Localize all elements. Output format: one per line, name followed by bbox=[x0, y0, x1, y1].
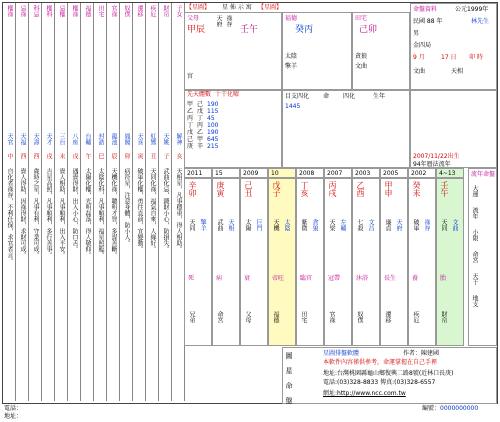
palace-star: 廉貞 bbox=[384, 219, 391, 231]
right-item: 天干 bbox=[471, 273, 478, 285]
left-column-mid: 天壽 bbox=[32, 133, 39, 145]
table-cell: 丁 bbox=[187, 122, 194, 129]
bottom-palace bbox=[212, 178, 240, 346]
year-cell bbox=[268, 168, 296, 178]
left-column-text: 天同化祿，福氣自來，人緣好。 bbox=[149, 168, 156, 252]
stars-table-rows bbox=[185, 101, 220, 150]
date-label: 2007/11/22出生 bbox=[413, 153, 460, 160]
palace-star: 武曲 bbox=[216, 219, 223, 231]
palace-sub: 遷移 bbox=[384, 311, 391, 323]
table-cell: 戊 bbox=[197, 108, 204, 115]
palace-name: 福德 bbox=[285, 15, 298, 22]
bottom-palace bbox=[268, 178, 296, 346]
table-cell: 丙 bbox=[187, 115, 194, 122]
life-master: 文曲 bbox=[413, 68, 426, 75]
year-cell bbox=[380, 168, 408, 178]
palace-star: 破軍 bbox=[412, 219, 419, 231]
shop-phone: 電話:(03)328-8833 傳真:(03)328-6557 bbox=[323, 379, 436, 386]
date-box bbox=[410, 90, 497, 168]
left-column bbox=[16, 3, 29, 401]
birth-bureau: 金四局 bbox=[413, 42, 432, 49]
table-cell: 乙 bbox=[197, 129, 204, 136]
palace-stem: 己卯 bbox=[359, 25, 378, 35]
summary-b: 1445 bbox=[285, 103, 301, 110]
left-column-text: 貴人得助，因祿得財，求財可成。 bbox=[19, 168, 26, 258]
left-column-mid: 龍池 bbox=[110, 133, 117, 145]
table-row bbox=[185, 108, 220, 115]
palace-ganzhi: 己丑 bbox=[244, 181, 253, 197]
left-column-low: 丑 bbox=[149, 153, 156, 159]
footer bbox=[2, 405, 498, 422]
year-cell bbox=[184, 168, 212, 178]
palace-star: 天府 bbox=[215, 15, 222, 27]
left-column-low: 西 bbox=[19, 153, 26, 159]
year-label: 4~13 bbox=[439, 170, 456, 177]
palace-phase: 沐浴 bbox=[356, 275, 369, 282]
upper-mid-palace bbox=[282, 12, 352, 90]
table-cell: 丙 bbox=[197, 122, 204, 129]
palace-star: 天府 bbox=[395, 219, 402, 231]
palace-phase: 養 bbox=[412, 275, 419, 282]
table-cell: 甲 bbox=[197, 136, 204, 143]
left-column-mid: 三台 bbox=[58, 133, 65, 145]
palace-star: 太陽 bbox=[244, 219, 251, 231]
palace-stem: 癸丙 bbox=[295, 25, 314, 35]
table-row bbox=[185, 136, 220, 143]
palace-name: 父母 bbox=[187, 15, 200, 22]
footer-phone-label: 電話： bbox=[4, 405, 23, 412]
year-cell bbox=[324, 168, 352, 178]
palace-phase: 胎 bbox=[440, 275, 447, 282]
left-column-mid: 天才 bbox=[45, 133, 52, 145]
palace-star: 祿存 bbox=[225, 15, 232, 27]
table-cell: 645 bbox=[207, 136, 219, 143]
shop-author: 作者：陳建國 bbox=[403, 350, 440, 357]
left-column-text: 天相星，凡事穩重，得人相助。 bbox=[175, 168, 182, 252]
year-label: 2009 bbox=[243, 170, 259, 177]
year-cell bbox=[408, 168, 436, 178]
left-column-top: 子女 bbox=[175, 5, 182, 17]
summary-e: 生年 bbox=[373, 93, 386, 100]
table-row bbox=[185, 143, 220, 150]
left-column-top: 福德 bbox=[84, 5, 91, 17]
summary-a: 目支四化 bbox=[285, 93, 310, 100]
palace-phase: 死 bbox=[188, 275, 195, 282]
palace-phase: 長生 bbox=[384, 275, 397, 282]
table-cell: 115 bbox=[207, 108, 219, 115]
stars-table bbox=[185, 91, 241, 98]
left-column-text: 太陰化科，凡事順利，福星照臨。 bbox=[97, 168, 104, 258]
bottom-palace bbox=[240, 178, 268, 346]
palace-star: 七殺 bbox=[356, 219, 363, 231]
table-header: 先天體數 bbox=[187, 91, 212, 98]
birth-info bbox=[410, 3, 497, 90]
table-row bbox=[185, 115, 220, 122]
header-left: 【星圖】 bbox=[186, 4, 211, 11]
left-column-mid: 八座 bbox=[71, 133, 78, 145]
birth-year: 公元1999年 bbox=[455, 6, 489, 13]
bottom-palace bbox=[436, 178, 464, 346]
left-column-text: 病符星，注意身體，防小人。 bbox=[123, 168, 130, 246]
year-label: 2002 bbox=[411, 170, 427, 177]
left-column-low: 未 bbox=[58, 153, 65, 159]
shop-address: 地址:台灣桃園縣龜山鄉復興二路8號(近林口長庚) bbox=[323, 370, 454, 377]
left-column-top: 權祿 bbox=[6, 5, 13, 17]
shop-website[interactable]: 網址:http://www.ncc.com.tw bbox=[323, 390, 406, 397]
left-column bbox=[120, 3, 133, 401]
table-cell: 乙 bbox=[187, 108, 194, 115]
table-cell: 丁 bbox=[197, 115, 204, 122]
palace-star: 擎羊 bbox=[199, 219, 206, 231]
left-column-text: 天機化祿，聰明才智，多謀善斷。 bbox=[110, 168, 117, 258]
left-column-text: 貴人相助，凡事順利，出入平安。 bbox=[58, 168, 65, 258]
right-item: 流年 bbox=[471, 207, 478, 219]
birth-day: 17 日 bbox=[441, 54, 457, 61]
year-label: 2011 bbox=[187, 170, 203, 177]
left-column-mid: 紅鸞 bbox=[149, 133, 156, 145]
bottom-palace bbox=[380, 178, 408, 346]
palace-star: 貪狼 bbox=[355, 53, 368, 60]
palace-phase: 帝旺 bbox=[272, 275, 285, 282]
left-column-text: 遇貴得財，出入小心，防口舌。 bbox=[71, 168, 78, 252]
palace-ganzhi: 壬午 bbox=[440, 181, 449, 197]
left-column-top: 田宅 bbox=[97, 5, 104, 17]
bottom-palace bbox=[352, 178, 380, 346]
left-column-low: 中 bbox=[6, 153, 13, 159]
palace-tag: 宮 bbox=[187, 73, 194, 80]
right-side bbox=[468, 168, 497, 346]
left-column-low: 卯 bbox=[123, 153, 130, 159]
header-center: 星 佈 示 寓 bbox=[222, 4, 252, 11]
palace-star: 天相 bbox=[227, 219, 234, 231]
palace-star: 天同 bbox=[188, 219, 195, 231]
table-cell: 己 bbox=[197, 101, 204, 108]
palace-stem: 甲辰 bbox=[187, 25, 206, 35]
left-column-top: 奴僕 bbox=[123, 5, 130, 17]
palace-star: 貪狼 bbox=[311, 219, 318, 231]
year-cell bbox=[240, 168, 268, 178]
palace-phase: 衰 bbox=[244, 275, 251, 282]
palace-star: 文昌 bbox=[367, 219, 374, 231]
table-cell: 己 bbox=[187, 136, 194, 143]
palace-star: 太陰 bbox=[283, 219, 290, 231]
footer-id-label: 編號： bbox=[422, 405, 441, 412]
palace-phase: 冠帶 bbox=[328, 275, 341, 282]
shop-notice: 本軟件內容僅供參考，命運掌握在自己手裡 bbox=[323, 359, 438, 366]
table-header: 十干化曜 bbox=[215, 91, 240, 98]
left-column bbox=[29, 3, 42, 401]
bottom-palace bbox=[408, 178, 436, 346]
footer-address-label: 地址： bbox=[4, 413, 23, 420]
left-column-mid: 台輔 bbox=[84, 133, 91, 145]
table-cell: 45 bbox=[207, 115, 215, 122]
left-column-low: 辰 bbox=[110, 153, 117, 159]
left-column-low: 子 bbox=[162, 153, 169, 159]
upper-left-palace bbox=[184, 12, 282, 90]
left-column-low: 寅 bbox=[136, 153, 143, 159]
year-label: 2005 bbox=[383, 170, 399, 177]
mid-summary bbox=[282, 90, 410, 168]
palace-star: 祿存 bbox=[423, 219, 430, 231]
palace-star: 紫微 bbox=[300, 219, 307, 231]
birth-title: 命盤資料 bbox=[413, 6, 438, 13]
palace-star: 文曲 bbox=[355, 63, 368, 70]
shop-info bbox=[282, 347, 497, 404]
left-column bbox=[94, 3, 107, 401]
table-cell: 戊 bbox=[187, 129, 194, 136]
left-column bbox=[42, 3, 55, 401]
left-column bbox=[133, 3, 146, 401]
palace-sub: 父母 bbox=[244, 311, 251, 323]
left-column-top: 遷移 bbox=[136, 5, 143, 17]
birth-hour: 卯 時 bbox=[469, 54, 483, 61]
year-cell bbox=[212, 168, 240, 178]
year-label: 2008 bbox=[299, 170, 315, 177]
stars-table-box bbox=[184, 90, 282, 168]
year-label: 2007 bbox=[327, 170, 343, 177]
left-column-low: 亥 bbox=[175, 153, 182, 159]
right-item: 地支 bbox=[471, 295, 478, 307]
left-column-low: 巳 bbox=[97, 153, 104, 159]
birth-gender: 男 bbox=[413, 30, 420, 37]
footer-id bbox=[422, 405, 478, 413]
left-column-text: 自化者祿存，不利仕保，求官者言。 bbox=[6, 168, 13, 264]
left-column bbox=[81, 3, 94, 401]
summary-d: 四化 bbox=[343, 93, 356, 100]
palace-sub: 奴僕 bbox=[356, 311, 363, 323]
palace-star: 文曲 bbox=[451, 219, 458, 231]
palace-ganzhi: 丁亥 bbox=[300, 181, 309, 197]
palace-sub: 財帛 bbox=[440, 311, 447, 323]
right-title: 流年命盤 bbox=[471, 171, 496, 178]
left-column-top: 權科 bbox=[45, 5, 52, 17]
palace-sub: 官祿 bbox=[328, 311, 335, 323]
table-cell: 215 bbox=[207, 143, 219, 150]
left-column-text: 武曲化忌，錢財小心，防損失。 bbox=[162, 168, 169, 252]
left-column-top: 科忌 bbox=[32, 5, 39, 17]
year-label: 15 bbox=[215, 170, 223, 177]
palace-star: 天梁 bbox=[328, 219, 335, 231]
header-right: 【星圖】 bbox=[258, 4, 283, 11]
palace-sub: 兄弟 bbox=[188, 311, 195, 323]
left-column bbox=[107, 3, 120, 401]
palace-star: 天同 bbox=[440, 219, 447, 231]
palace-ganzhi: 戊子 bbox=[272, 181, 281, 197]
year-label: 10 bbox=[271, 170, 279, 177]
palace-ganzhi: 丙戌 bbox=[328, 181, 337, 197]
palace-star: 左輔 bbox=[339, 219, 346, 231]
year-cell bbox=[296, 168, 324, 178]
left-column-top: 財帛 bbox=[162, 5, 169, 17]
left-column-low: 西 bbox=[32, 153, 39, 159]
shop-title: 星圖排盤軟體 bbox=[323, 350, 360, 357]
palace-star: 太陰 bbox=[285, 53, 298, 60]
palace-ganzhi: 乙酉 bbox=[356, 181, 365, 197]
right-item: 小限 bbox=[471, 229, 478, 241]
birth-lunar: 民國 88 年 bbox=[413, 18, 443, 25]
palace-ganzhi: 甲申 bbox=[384, 181, 393, 197]
birth-name: 林先生 bbox=[471, 18, 490, 25]
birth-month: 9 月 bbox=[413, 54, 425, 61]
left-column-mid: 封誥 bbox=[97, 133, 104, 145]
table-row bbox=[185, 129, 220, 136]
left-column bbox=[3, 3, 16, 401]
left-column-top: 疾厄 bbox=[149, 5, 156, 17]
palace-star: 擎羊 bbox=[285, 63, 298, 70]
table-row bbox=[185, 101, 220, 108]
summary-c: 命 bbox=[323, 93, 330, 100]
left-column-text: 破軍化權，勇往直前，宜變動。 bbox=[136, 168, 143, 252]
left-column-top: 官祿 bbox=[110, 5, 117, 17]
table-cell: 190 bbox=[207, 101, 219, 108]
footer-id-value: 0000000000 bbox=[440, 405, 479, 412]
palace-sub: 田宅 bbox=[300, 311, 307, 323]
bottom-palace bbox=[324, 178, 352, 346]
palace-star: 巨門 bbox=[255, 219, 262, 231]
left-column-text: 吉星高照，凡事順利，多行善事。 bbox=[45, 168, 52, 258]
left-column-text: 太陽化權，光明磊落，得人敬仰。 bbox=[84, 168, 91, 258]
table-row bbox=[185, 122, 220, 129]
left-column bbox=[146, 3, 159, 401]
left-column-mid: 天官 bbox=[6, 133, 13, 145]
palace-phase: 病 bbox=[216, 275, 223, 282]
left-column bbox=[159, 3, 172, 401]
left-column-mid: 天喜 bbox=[136, 133, 143, 145]
palace-sub: 福德 bbox=[272, 311, 279, 323]
palace-sub: 疾厄 bbox=[412, 311, 419, 323]
palace-sub: 命宮 bbox=[216, 311, 223, 323]
right-item: 大運 bbox=[471, 185, 478, 197]
left-column-mid: 鳳閣 bbox=[123, 133, 130, 145]
upper-right-palace bbox=[352, 12, 410, 90]
palace-name: 田宅 bbox=[355, 15, 368, 22]
table-cell: 190 bbox=[207, 129, 219, 136]
left-column bbox=[68, 3, 81, 401]
table-cell: 辛 bbox=[197, 143, 204, 150]
year-label: 2003 bbox=[355, 170, 371, 177]
year-cell bbox=[352, 168, 380, 178]
palace-ganzhi: 辛卯 bbox=[188, 181, 197, 197]
palace-ganzhi: 癸未 bbox=[412, 181, 421, 197]
left-column-top: 權祿 bbox=[71, 5, 78, 17]
left-column-low: 戌 bbox=[71, 153, 78, 159]
palace-ganzhi: 庚寅 bbox=[216, 181, 225, 197]
left-column-top: 忌祿 bbox=[19, 5, 26, 17]
palace-star: 天機 bbox=[272, 219, 279, 231]
palace-phase: 臨官 bbox=[300, 275, 313, 282]
bottom-palace bbox=[296, 178, 324, 346]
left-column bbox=[55, 3, 68, 401]
left-column-mid: 天福 bbox=[19, 133, 26, 145]
left-column-mid: 解神 bbox=[175, 133, 182, 145]
shop-logo: 圖 星 命 盤 bbox=[285, 352, 293, 404]
right-item: 命宮 bbox=[471, 251, 478, 263]
left-column-mid: 天姚 bbox=[162, 133, 169, 145]
left-column-low: 戌 bbox=[45, 153, 52, 159]
palace-stem: 壬午 bbox=[240, 25, 259, 35]
table-cell: 100 bbox=[207, 122, 219, 129]
table-cell: 甲 bbox=[187, 101, 194, 108]
left-column-low: 午 bbox=[84, 153, 91, 159]
year-cell bbox=[436, 168, 464, 178]
body-master: 天相 bbox=[451, 68, 464, 75]
left-column-top: 忌權 bbox=[58, 5, 65, 17]
date-sub: 94年曆法流年 bbox=[413, 161, 451, 168]
bottom-palace bbox=[184, 178, 212, 346]
left-column-text: 歲時之星，凡事有利，守業可成。 bbox=[32, 168, 39, 258]
table-cell: 庚 bbox=[187, 143, 194, 150]
